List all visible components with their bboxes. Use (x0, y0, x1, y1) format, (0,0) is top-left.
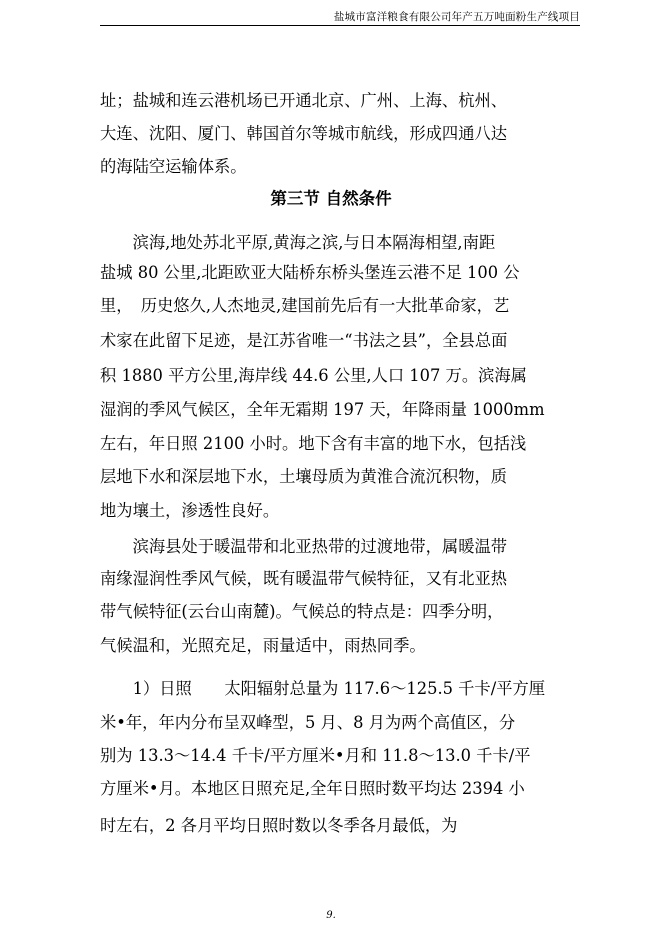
body-line: 的海陆空运输体系。 (100, 157, 247, 176)
body-line: 气候温和，光照充足，雨量适中，雨热同季。 (100, 636, 426, 655)
body-line: 滨海县处于暖温带和北亚热带的过渡地带，属暖温带 (100, 537, 508, 556)
body-line: 层地下水和深层地下水，土壤母质为黄淮合流沉积物，质 (100, 467, 508, 486)
body-line: 术家在此留下足迹，是江苏省唯一“书法之县”，全县总面 (100, 331, 508, 350)
body-line: 时左右，2 各月平均日照时数以冬季各月最低，为 (100, 816, 458, 835)
body-line: 盐城 80 公里,北距欧亚大陆桥东桥头堡连云港不足 100 公 (100, 263, 520, 282)
body-line: 左右，年日照 2100 小时。地下含有丰富的地下水，包括浅 (100, 434, 527, 453)
body-line: 1）日照 太阳辐射总量为 117.6～125.5 千卡/平方厘 (100, 679, 546, 698)
section-heading: 第三节 自然条件 (270, 189, 392, 208)
body-line: 滨海,地处苏北平原,黄海之滨,与日本隔海相望,南距 (100, 233, 496, 252)
header-rule (100, 25, 580, 26)
body-line: 别为 13.3～14.4 千卡/平方厘米•月和 11.8～13.0 千卡/平 (100, 746, 531, 765)
page-number: 9. (326, 910, 336, 921)
body-line: 大连、沈阳、厦门、韩国首尔等城市航线，形成四通八达 (100, 124, 508, 143)
running-header: 盐城市富洋粮食有限公司年产五万吨面粉生产线项目 (333, 11, 580, 23)
body-line: 方厘米•月。本地区日照充足,全年日照时数平均达 2394 小 (100, 779, 525, 798)
body-line: 地为壤土，渗透性良好。 (100, 501, 280, 520)
body-line: 湿润的季风气候区，全年无霜期 197 天，年降雨量 1000mm (100, 400, 545, 419)
body-line: 带气候特征(云台山南麓)。气候总的特点是：四季分明， (100, 602, 504, 621)
body-line: 里， 历史悠久,人杰地灵,建国前先后有一大批革命家，艺 (100, 296, 510, 315)
body-line: 积 1880 平方公里,海岸线 44.6 公里,人口 107 万。滨海属 (100, 366, 527, 385)
body-line: 址；盐城和连云港机场已开通北京、广州、上海、杭州、 (100, 91, 508, 110)
body-line: 南缘湿润性季风气候，既有暖温带气候特征，又有北亚热 (100, 569, 508, 588)
body-line: 米•年，年内分布呈双峰型，5 月、8 月为两个高值区，分 (100, 713, 516, 732)
